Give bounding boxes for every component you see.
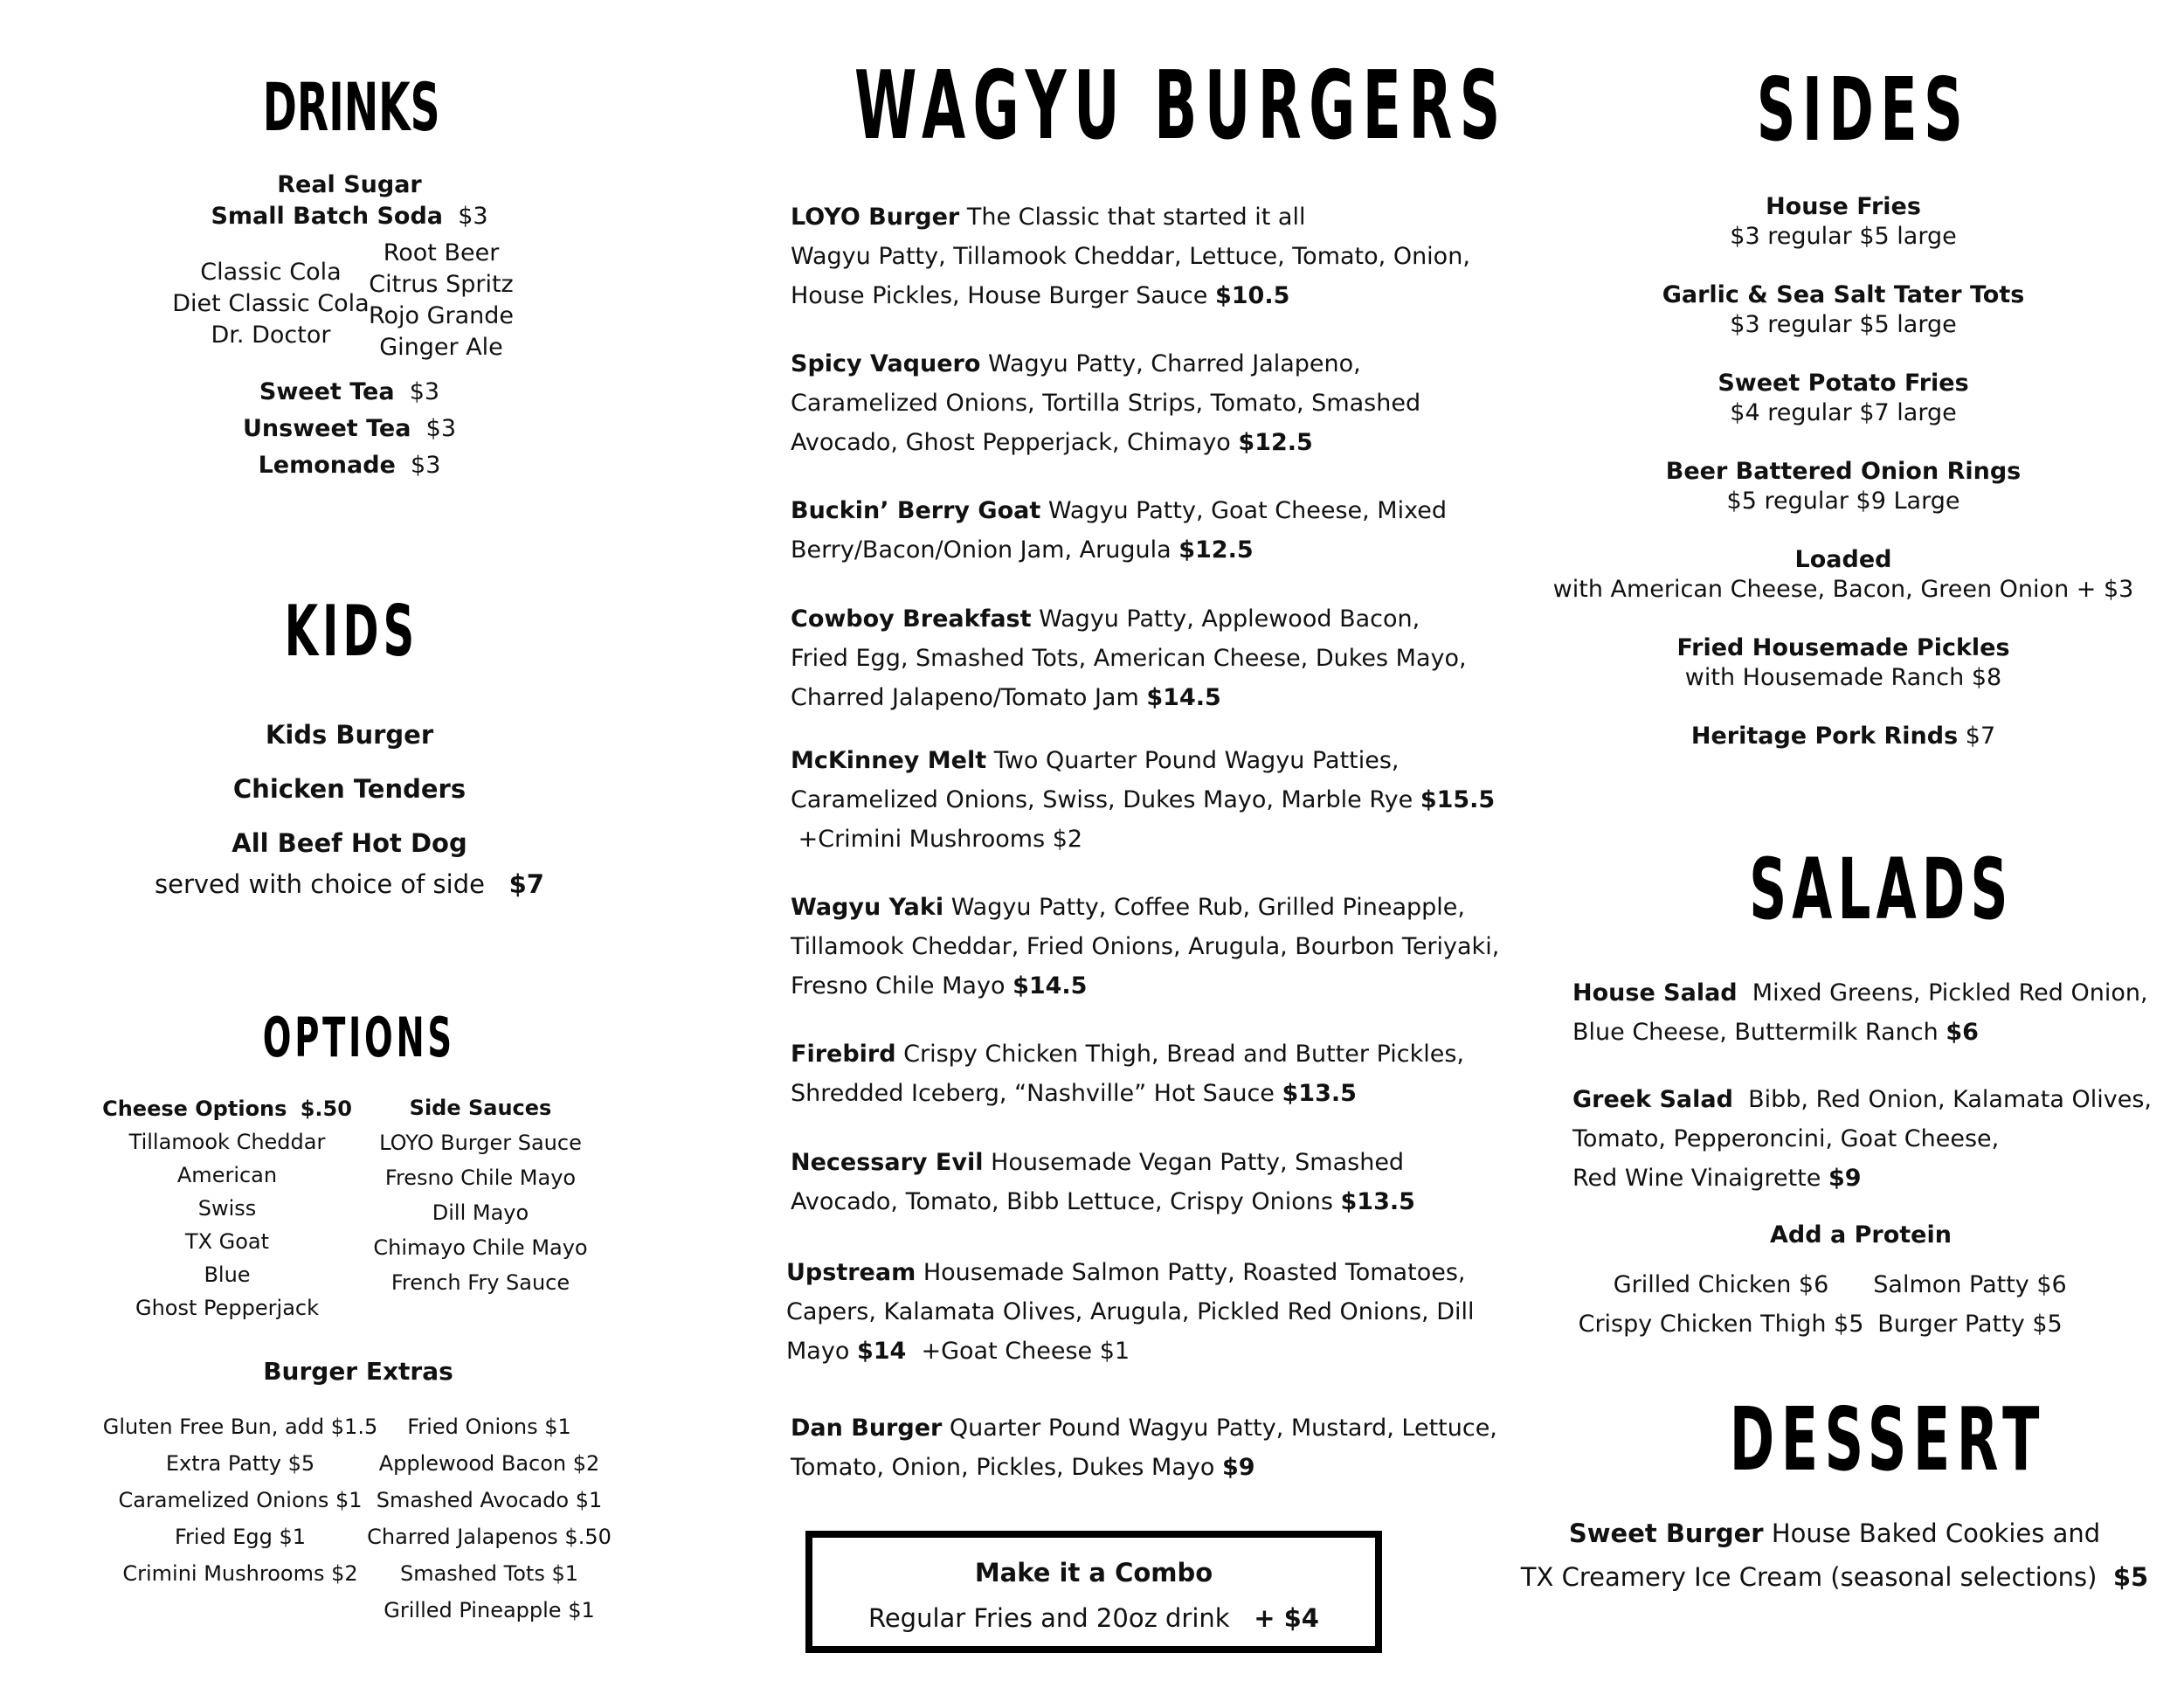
burger-price: $13.5: [1282, 1080, 1357, 1107]
proteins-left: [1555, 1265, 1887, 1344]
side-item: Sweet Potato Fries $4 regular $7 large: [1717, 370, 1969, 426]
burger-name: Dan Burger: [791, 1415, 943, 1442]
cheese-title-row: Cheese Options $.50: [102, 1097, 352, 1121]
soda-flavors-right: [363, 238, 520, 363]
kids-price: $7: [508, 869, 544, 899]
extra-item: Grilled Pineapple $1: [384, 1598, 595, 1622]
burger-name: Wagyu Yaki: [791, 894, 944, 921]
sauce-item: French Fry Sauce: [390, 1270, 570, 1295]
burger-item-upstream: Upstream Housemade Salmon Patty, Roasted Tomatoes, Capers, Kalamata Olives, Arugula, Pickled Red Onions, Dill Mayo $14 +Goat Cheese $1: [786, 1259, 1475, 1365]
sauce-item: LOYO Burger Sauce: [379, 1131, 582, 1155]
combo-title: Make it a Combo: [974, 1558, 1213, 1588]
burger-price: $10.5: [1214, 282, 1290, 309]
cheese-item: Ghost Pepperjack: [135, 1296, 319, 1320]
extra-item: Fried Egg $1: [174, 1525, 307, 1549]
burger-name: Necessary Evil: [791, 1149, 984, 1176]
extra-item: Charred Jalapenos $.50: [367, 1525, 612, 1549]
burger-item-loyo: LOYO Burger The Classic that started it all Wagyu Patty, Tillamook Cheddar, Lettuce, Tomato, Onion, House Pickles, House Burger Sauce $10.5: [791, 204, 1470, 309]
salads-heading: SALADS: [1749, 841, 2014, 938]
burger-price: $14: [856, 1338, 907, 1365]
drinks-list: [170, 374, 529, 484]
sides-list: [1538, 192, 2149, 751]
protein-item: Burger Patty $5: [1877, 1311, 2063, 1338]
sides-heading: SIDES: [1756, 59, 1970, 161]
protein-item: Salmon Patty $6: [1873, 1271, 2067, 1298]
burger-item-buckin-berry-goat: Buckin’ Berry Goat Wagyu Patty, Goat Cheese, Mixed Berry/Bacon/Onion Jam, Arugula $12.5: [791, 497, 1447, 564]
burger-item-mckinney-melt: McKinney Melt Two Quarter Pound Wagyu Patties, Caramelized Onions, Swiss, Dukes Mayo, Marble Rye $15.5 +Crimini Mushrooms $2: [791, 747, 1496, 853]
side-item: Fried Housemade Pickles with Housemade Ranch $8: [1676, 634, 2010, 691]
burger-price: $9: [1222, 1454, 1255, 1481]
drinks-heading: DRINKS: [262, 68, 440, 146]
burger-name: Spicy Vaquero: [791, 350, 981, 377]
burger-name: Upstream: [786, 1259, 916, 1286]
flavor-item: Rojo Grande: [368, 302, 515, 329]
sauce-item: Fresno Chile Mayo: [384, 1166, 577, 1190]
protein-title-row: [1730, 1218, 1992, 1253]
cheese-options: [102, 1092, 352, 1325]
drink-item: Lemonade $3: [258, 452, 441, 479]
burger-price: $14.5: [1013, 972, 1088, 1000]
salad-name: Greek Salad: [1572, 1086, 1733, 1113]
side-item: House Fries $3 regular $5 large: [1730, 193, 1957, 250]
kids-item: Kids Burger: [265, 720, 434, 750]
extra-item: Smashed Avocado $1: [376, 1488, 603, 1512]
sauce-item: Chimayo Chile Mayo: [373, 1235, 588, 1260]
extras-title: Burger Extras: [263, 1357, 453, 1386]
flavor-item: Root Beer: [383, 239, 500, 266]
proteins-right: [1843, 1265, 2097, 1344]
burger-price: $12.5: [1238, 429, 1313, 456]
dessert-item: Sweet Burger House Baked Cookies and TX Creamery Ice Cream (seasonal selections) $5: [1520, 1519, 2149, 1592]
house-salad: House Salad Mixed Greens, Pickled Red Onion, Blue Cheese, Buttermilk Ranch $6: [1572, 979, 2148, 1046]
soda-line2: Small Batch Soda: [211, 203, 444, 230]
salad-name: House Salad: [1572, 979, 1738, 1007]
burger-price: $12.5: [1178, 536, 1254, 564]
burger-item-cowboy-breakfast: Cowboy Breakfast Wagyu Patty, Applewood Bacon, Fried Egg, Smashed Tots, American Cheese, Dukes Mayo, Charred Jalapeno/Tomato Jam $14.5: [791, 605, 1467, 711]
flavor-item: Diet Classic Cola: [172, 290, 370, 317]
combo-text: Regular Fries and 20oz drink: [867, 1603, 1230, 1633]
extra-item: Applewood Bacon $2: [378, 1451, 600, 1476]
kids-list: [149, 708, 550, 870]
extra-item: Smashed Tots $1: [399, 1561, 578, 1586]
extras-title-row: [218, 1354, 498, 1389]
burger-name: Buckin’ Berry Goat: [791, 497, 1041, 524]
salad-price: $6: [1946, 1019, 1979, 1046]
burger-name: Cowboy Breakfast: [791, 605, 1032, 633]
flavor-item: Citrus Spritz: [369, 271, 514, 298]
flavor-item: Classic Cola: [200, 259, 342, 286]
soda-block: [175, 169, 524, 232]
burger-item-wagyu-yaki: Wagyu Yaki Wagyu Patty, Coffee Rub, Grilled Pineapple, Tillamook Cheddar, Fried Onions, Arugula, Bourbon Teriyaki, Fresno Chile Mayo $14.5: [791, 894, 1500, 1000]
kids-note: served with choice of side: [155, 869, 485, 899]
drink-item: Unsweet Tea $3: [243, 415, 456, 442]
burger-extra: +Goat Cheese $1: [921, 1338, 1130, 1365]
combo-price: + $4: [1254, 1603, 1319, 1633]
kids-item: All Beef Hot Dog: [232, 828, 467, 858]
drink-item: Sweet Tea $3: [259, 378, 440, 405]
protein-item: Grilled Chicken $6: [1613, 1271, 1829, 1298]
sauce-item: Dill Mayo: [432, 1200, 529, 1225]
extras-left: [96, 1408, 384, 1592]
protein-title: Add a Protein: [1770, 1221, 1952, 1249]
burger-name: McKinney Melt: [791, 747, 987, 774]
side-item: Garlic & Sea Salt Tater Tots $3 regular $5 large: [1662, 281, 2025, 338]
dessert-heading: DESSERT: [1729, 1388, 2046, 1491]
extra-item: Crimini Mushrooms $2: [122, 1561, 358, 1586]
burger-name: Firebird: [791, 1041, 896, 1068]
flavor-item: Ginger Ale: [379, 334, 503, 361]
side-item: Beer Battered Onion Rings $5 regular $9 Large: [1665, 458, 2022, 515]
soda-flavors-left: [166, 257, 376, 351]
burgers-heading: WAGYU BURGERS: [854, 52, 1508, 161]
burger-price: $13.5: [1340, 1188, 1415, 1215]
salad-price: $9: [1828, 1165, 1862, 1192]
sauces-title: Side Sauces: [409, 1096, 552, 1120]
dessert-price: $5: [2112, 1562, 2149, 1592]
extra-item: Caramelized Onions $1: [118, 1488, 363, 1512]
kids-item: Chicken Tenders: [232, 774, 467, 804]
burger-item-spicy-vaquero: Spicy Vaquero Wagyu Patty, Charred Jalapeno, Caramelized Onions, Tortilla Strips, Tomato, Smashed Avocado, Ghost Pepperjack, Chimayo $12.5: [791, 350, 1421, 456]
burger-item-necessary-evil: Necessary Evil Housemade Vegan Patty, Smashed Avocado, Tomato, Bibb Lettuce, Crispy Onions $13.5: [791, 1149, 1415, 1215]
burger-item-dan-burger: Dan Burger Quarter Pound Wagyu Patty, Mustard, Lettuce, Tomato, Onion, Pickles, Dukes Mayo $9: [791, 1415, 1497, 1481]
options-heading: OPTIONS: [262, 1006, 455, 1069]
burger-item-firebird: Firebird Crispy Chicken Thigh, Bread and Butter Pickles, Shredded Iceberg, “Nashville” Hot Sauce $13.5: [791, 1041, 1465, 1107]
extra-item: Gluten Free Bun, add $1.5: [102, 1415, 378, 1439]
side-item: Loaded with American Cheese, Bacon, Green Onion + $3: [1552, 546, 2134, 603]
kids-note-row: [131, 865, 568, 903]
burger-price: $14.5: [1146, 684, 1221, 711]
side-sauces: [358, 1090, 603, 1300]
cheese-item: Tillamook Cheddar: [128, 1130, 326, 1154]
burger-price: $15.5: [1420, 786, 1496, 813]
extras-right: [358, 1408, 620, 1629]
greek-salad: Greek Salad Bibb, Red Onion, Kalamata Olives, Tomato, Pepperoncini, Goat Cheese, Red Wine Vinaigrette $9: [1572, 1086, 2152, 1192]
extra-item: Fried Onions $1: [407, 1415, 571, 1439]
soda-price: $3: [458, 203, 488, 230]
cheese-item: Blue: [204, 1263, 251, 1287]
soda-line1: Real Sugar: [277, 171, 422, 198]
extra-item: Extra Patty $5: [165, 1451, 315, 1476]
burger-name: LOYO Burger: [791, 204, 960, 231]
cheese-item: American: [176, 1163, 278, 1187]
cheese-item: Swiss: [197, 1196, 257, 1221]
combo-box: [805, 1531, 1382, 1653]
side-item: Heritage Pork Rinds $7: [1690, 723, 1996, 750]
protein-item: Crispy Chicken Thigh $5: [1578, 1311, 1864, 1338]
cheese-item: TX Goat: [184, 1229, 270, 1254]
flavor-item: Dr. Doctor: [211, 322, 331, 349]
kids-heading: KIDS: [284, 591, 419, 672]
burger-extra: +Crimini Mushrooms $2: [798, 826, 1083, 853]
dessert-name: Sweet Burger: [1568, 1519, 1764, 1548]
